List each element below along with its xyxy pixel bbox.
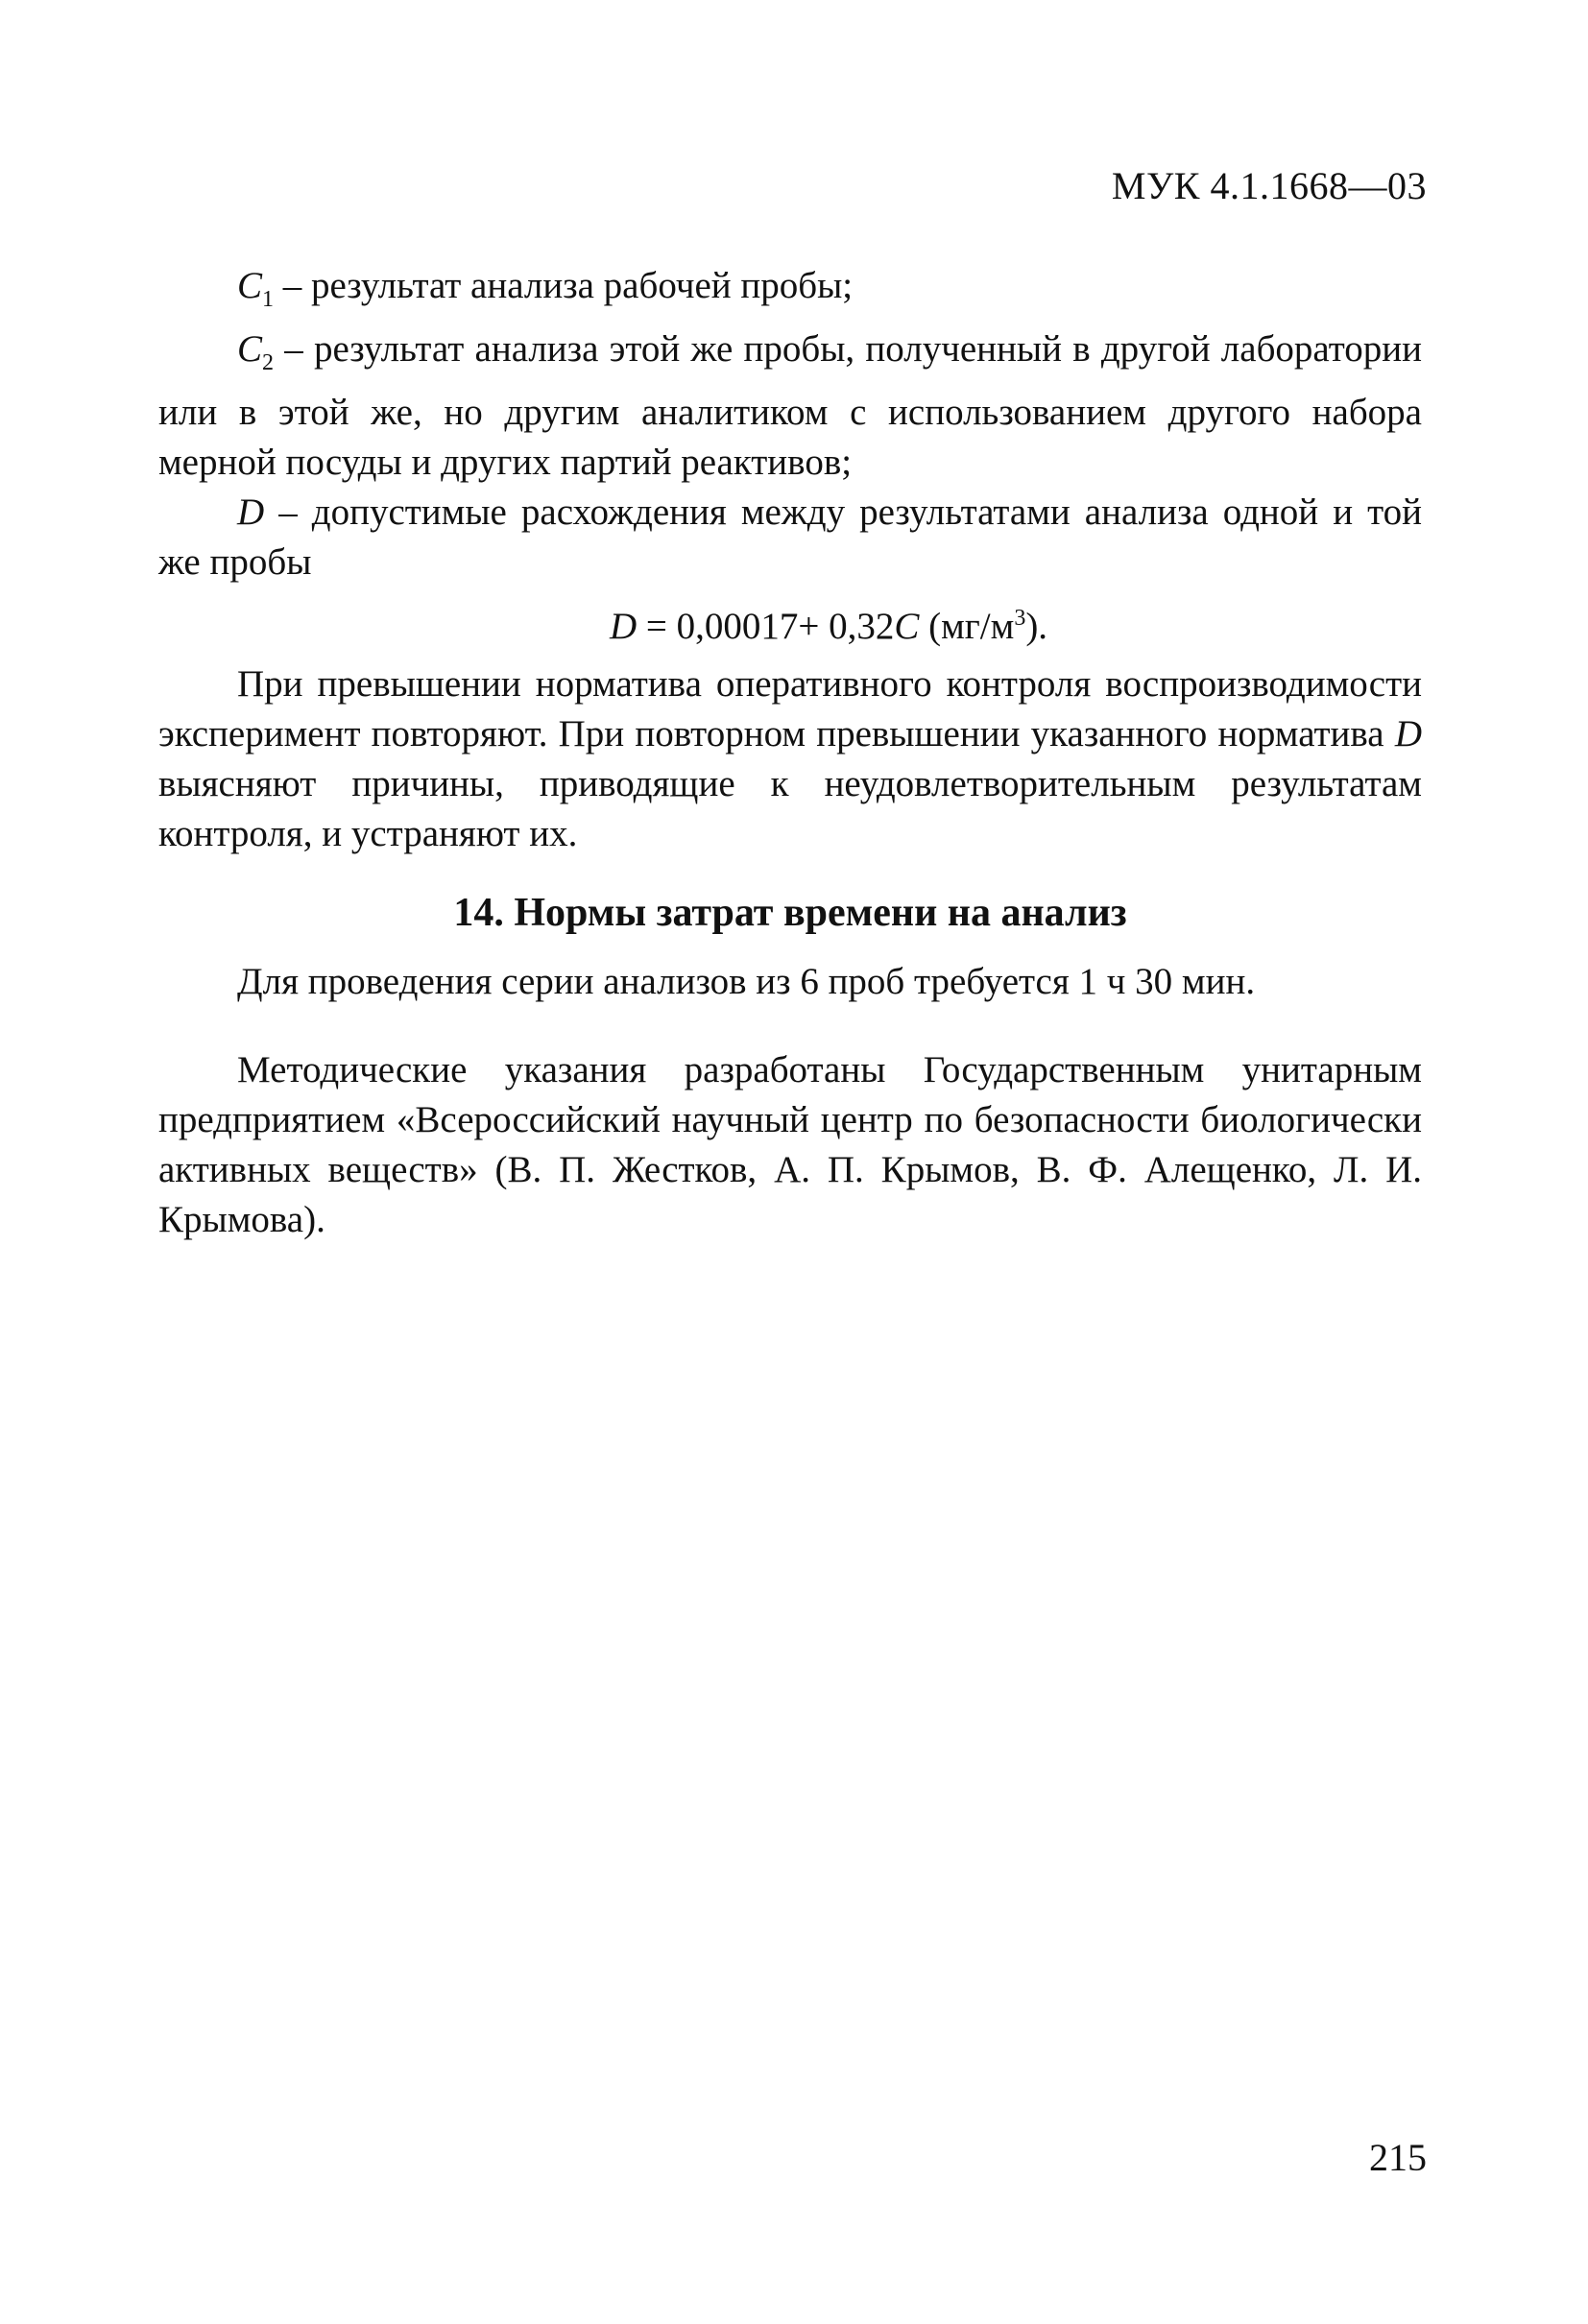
symbol-c: C (237, 265, 263, 306)
definition-d-text: – допустимые расхождения между результатами анализа одной и той же пробы (158, 491, 1422, 583)
symbol-d: D (237, 491, 265, 533)
paragraph-control-part1: При превышении норматива оперативного контроля воспроизводимости эксперимент повторяют. При повторном превышении указанного норматива (158, 662, 1422, 755)
definition-c2 (158, 324, 1422, 488)
definition-c1-text: – результат анализа рабочей пробы; (274, 265, 854, 306)
section-title: 14. Нормы затрат времени на анализ (453, 890, 1127, 935)
symbol-c: C (237, 327, 263, 370)
formula (158, 593, 1422, 652)
document-code-header: МУК 4.1.1668—03 (1111, 164, 1427, 207)
formula-unit-superscript: 3 (1014, 605, 1026, 631)
formula-lhs: D (609, 605, 638, 647)
definition-d (158, 488, 1422, 587)
paragraph-control-part2: выясняют причины, приводящие к неудовлетворительным результатам контроля, и устраняют их. (158, 762, 1422, 854)
subscript-1: 1 (262, 286, 275, 312)
formula-unit: (мг/м (919, 605, 1015, 647)
subscript-2: 2 (262, 349, 275, 375)
page-number: 215 (1369, 2136, 1427, 2179)
page-body (158, 261, 1422, 1245)
formula-end: ). (1025, 605, 1048, 647)
definition-c2-text: – результат анализа этой же пробы, полученный в другой лаборатории или в этой же, но другим аналитиком с использованием другого набора мерной посуды и других партий реактивов; (158, 327, 1422, 483)
section-text: Для проведения серии анализов из 6 проб требуется 1 ч 30 мин. (237, 960, 1256, 1002)
paragraph-control-var: D (1394, 712, 1422, 755)
spacer (158, 1007, 1422, 1045)
paragraph-control (158, 659, 1422, 859)
credits-paragraph: Методические указания разработаны Государственным унитарным предприятием «Всероссийский научный центр по безопасности биологически активных веществ» (В. П. Жестков, А. П. Крымов, В. Ф. Алещенко, Л. И. Крымова). (158, 1048, 1422, 1240)
definition-c1 (158, 261, 1422, 324)
formula-rhs: = 0,00017+ 0,32 (637, 605, 895, 647)
formula-variable-c: C (894, 605, 920, 647)
